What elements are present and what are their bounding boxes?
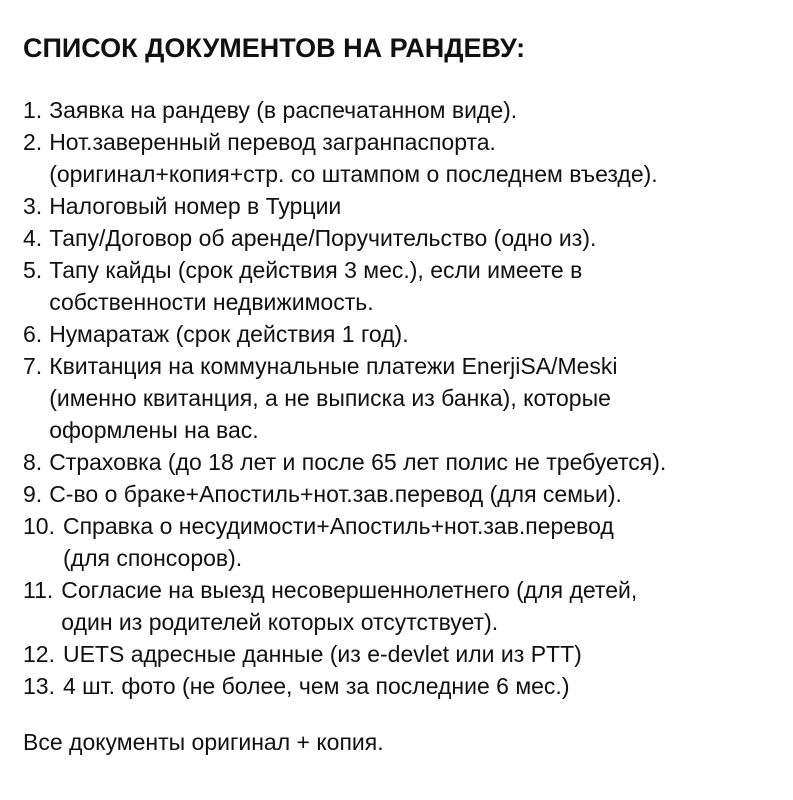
- list-item: [23, 94, 783, 126]
- list-item-text: [49, 190, 341, 222]
- list-item: [23, 670, 783, 702]
- list-item-line: собственности недвижимость.: [49, 289, 374, 315]
- list-item-text: [49, 126, 657, 190]
- list-item-line: один из родителей которых отсутствует).: [61, 609, 499, 635]
- list-item-line: Страховка (до 18 лет и после 65 лет полис не требуется).: [49, 449, 667, 475]
- list-item-number: 9.: [23, 481, 43, 507]
- list-item: [23, 510, 783, 574]
- list-item: [23, 478, 783, 510]
- list-item-line: 4 шт. фото (не более, чем за последние 6 мес.): [62, 673, 570, 699]
- list-item-number: 1.: [23, 97, 43, 123]
- list-item-line: Нот.заверенный перевод загранпаспорта.: [49, 129, 496, 155]
- list-item-line: Тапу/Договор об аренде/Поручительство (одно из).: [49, 225, 597, 251]
- document-footer: Все документы оригинал + копия.: [23, 729, 384, 755]
- list-item: [23, 574, 783, 638]
- list-item-line: Заявка на рандеву (в распечатанном виде).: [49, 97, 518, 123]
- list-item-text: [61, 574, 637, 638]
- list-item-line: (для спонсоров).: [62, 545, 243, 571]
- list-item-text: [49, 94, 517, 126]
- list-item-text: [49, 318, 408, 350]
- list-item-line: Квитанция на коммунальные платежи EnerjiSA/Meski: [49, 353, 618, 379]
- list-item-text: [49, 350, 617, 446]
- list-item-number: 13.: [23, 673, 55, 699]
- document-title: СПИСОК ДОКУМЕНТОВ НА РАНДЕВУ:: [23, 33, 526, 63]
- list-item: [23, 126, 783, 190]
- list-item-text: [63, 670, 570, 702]
- list-item-number: 2.: [23, 129, 43, 155]
- list-item: [23, 190, 783, 222]
- list-item-number: 8.: [23, 449, 43, 475]
- document: [23, 28, 783, 758]
- list-item-text: [63, 510, 614, 574]
- list-item-line: Нумаратаж (срок действия 1 год).: [49, 321, 409, 347]
- list-item: [23, 222, 783, 254]
- list-item-line: UETS адресные данные (из e-devlet или из PTT): [62, 641, 582, 667]
- list-item-number: 10.: [23, 513, 55, 539]
- list-item-text: [49, 222, 596, 254]
- list-item-number: 6.: [23, 321, 43, 347]
- list-item-line: Справка о несудимости+Апостиль+нот.зав.перевод: [62, 513, 614, 539]
- list-item-number: 7.: [23, 353, 43, 379]
- list-item: [23, 638, 783, 670]
- list-item-number: 5.: [23, 257, 43, 283]
- list-item-number: 12.: [23, 641, 55, 667]
- list-item: [23, 350, 783, 446]
- list-item-line: С-во о браке+Апостиль+нот.зав.перевод (для семьи).: [49, 481, 622, 507]
- list-item: [23, 254, 783, 318]
- list-item: [23, 318, 783, 350]
- list-item: [23, 446, 783, 478]
- list-item-number: 3.: [23, 193, 43, 219]
- list-item-line: (оригинал+копия+стр. со штампом о последнем въезде).: [49, 161, 658, 187]
- list-item-line: Тапу кайды (срок действия 3 мес.), если имеете в: [49, 257, 583, 283]
- list-item-number: 4.: [23, 225, 43, 251]
- list-item-line: Налоговый номер в Турции: [49, 193, 342, 219]
- list-item-line: (именно квитанция, а не выписка из банка), которые: [49, 385, 611, 411]
- list-item-text: [63, 638, 582, 670]
- document-list: [23, 94, 783, 702]
- list-item-text: [49, 254, 582, 318]
- list-item-number: 11.: [23, 577, 54, 603]
- list-item-line: Согласие на выезд несовершеннолетнего (для детей,: [61, 577, 638, 603]
- list-item-text: [49, 446, 666, 478]
- list-item-text: [49, 478, 622, 510]
- list-item-line: оформлены на вас.: [49, 417, 259, 443]
